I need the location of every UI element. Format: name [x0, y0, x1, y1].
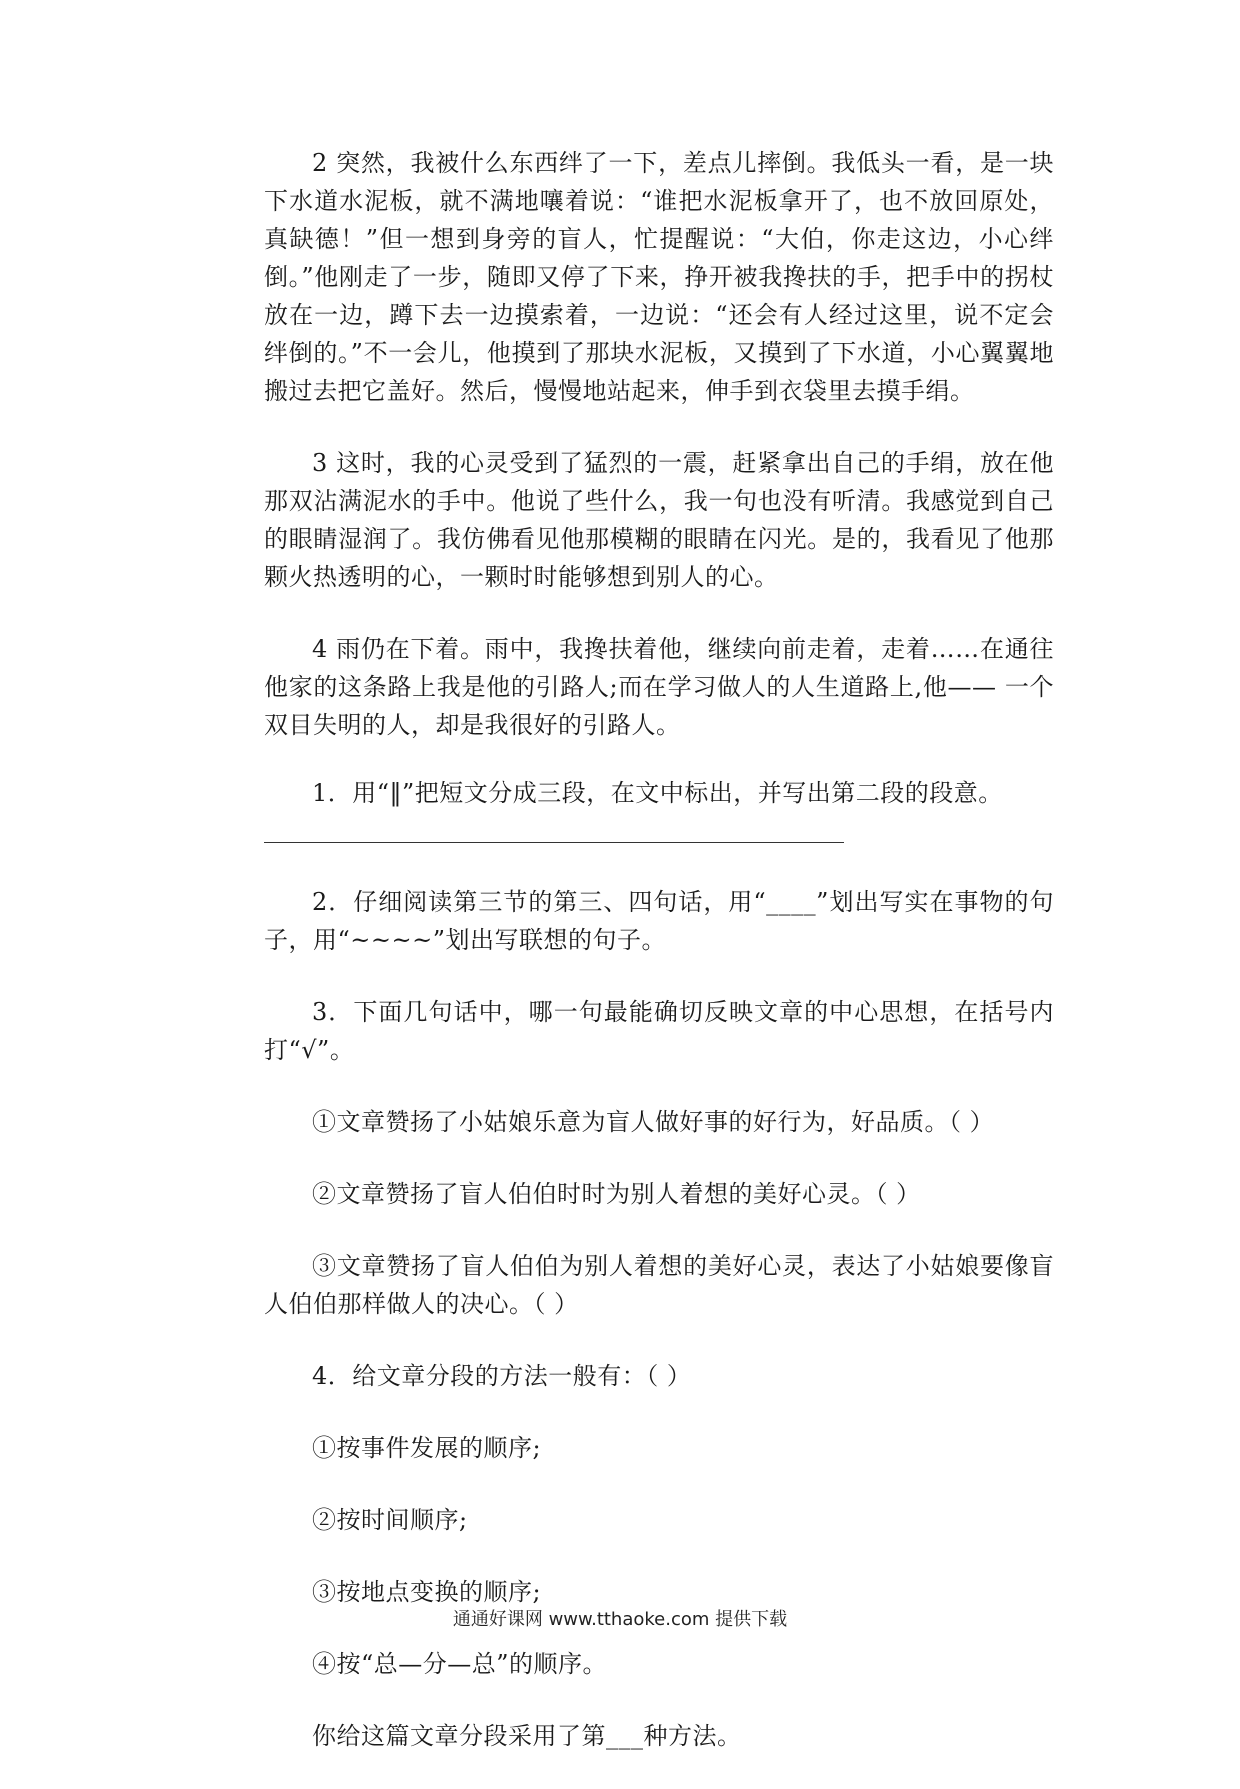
question-3-option-3: ③文章赞扬了盲人伯伯为别人着想的美好心灵，表达了小姑娘要像盲人伯伯那样做人的决心。（ ） — [264, 1252, 1054, 1318]
question-2: 2．仔细阅读第三节的第三、四句话，用“____”划出写实在事物的句子，用“~~~~”划出写联想的句子。 — [264, 888, 1054, 954]
question-4-option-2: ②按时间顺序; — [312, 1506, 468, 1534]
paragraph-3: 3 这时，我的心灵受到了猛烈的一震，赶紧拿出自己的手绢，放在他那双沾满泥水的手中。他说了些什么，我一句也没有听清。我感觉到自己的眼睛湿润了。我仿佛看见他那模糊的眼睛在闪光。是的，我看见了他那颗火热透明的心，一颗时时能够想到别人的心。 — [264, 449, 1054, 591]
question-3-option-2: ②文章赞扬了盲人伯伯时时为别人着想的美好心灵。（ ） — [312, 1180, 921, 1208]
question-1: 1．用“‖”把短文分成三段，在文中标出，并写出第二段的段意。 — [312, 779, 1003, 807]
paragraph-2: 2 突然，我被什么东西绊了一下，差点儿摔倒。我低头一看，是一块下水道水泥板，就不满地嚷着说：“谁把水泥板拿开了，也不放回原处，真缺德！”但一想到身旁的盲人，忙提醒说：“大伯，你走这边，小心绊倒。”他刚走了一步，随即又停了下来，挣开被我搀扶的手，把手中的拐杖放在一边，蹲下去一边摸索着，一边说：“还会有人经过这里，说不定会绊倒的。”不一会儿，他摸到了那块水泥板，又摸到了下水道，小心翼翼地搬过去把它盖好。然后，慢慢地站起来，伸手到衣袋里去摸手绢。 — [264, 149, 1054, 405]
question-4: 4．给文章分段的方法一般有：（ ） — [312, 1362, 692, 1390]
paragraph-4: 4 雨仍在下着。雨中，我搀扶着他，继续向前走着，走着……在通往他家的这条路上我是他的引路人;而在学习做人的人生道路上,他—— 一个双目失明的人，却是我很好的引路人。 — [264, 635, 1054, 739]
question-3: 3．下面几句话中，哪一句最能确切反映文章的中心思想，在括号内打“√”。 — [264, 998, 1054, 1064]
document-content — [264, 144, 1054, 1789]
answer-blank-line[interactable] — [264, 842, 844, 843]
question-4-option-4: ④按“总—分—总”的顺序。 — [312, 1650, 608, 1678]
page-footer: 通通好课网 www.tthaoke.com 提供下载 — [452, 1609, 788, 1630]
question-4-option-1: ①按事件发展的顺序; — [312, 1434, 542, 1462]
question-4-option-3: ③按地点变换的顺序; — [312, 1578, 542, 1606]
question-3-option-1: ①文章赞扬了小姑娘乐意为盲人做好事的好行为，好品质。（ ） — [312, 1108, 995, 1136]
question-4-answer: 你给这篇文章分段采用了第___种方法。 — [312, 1722, 742, 1750]
